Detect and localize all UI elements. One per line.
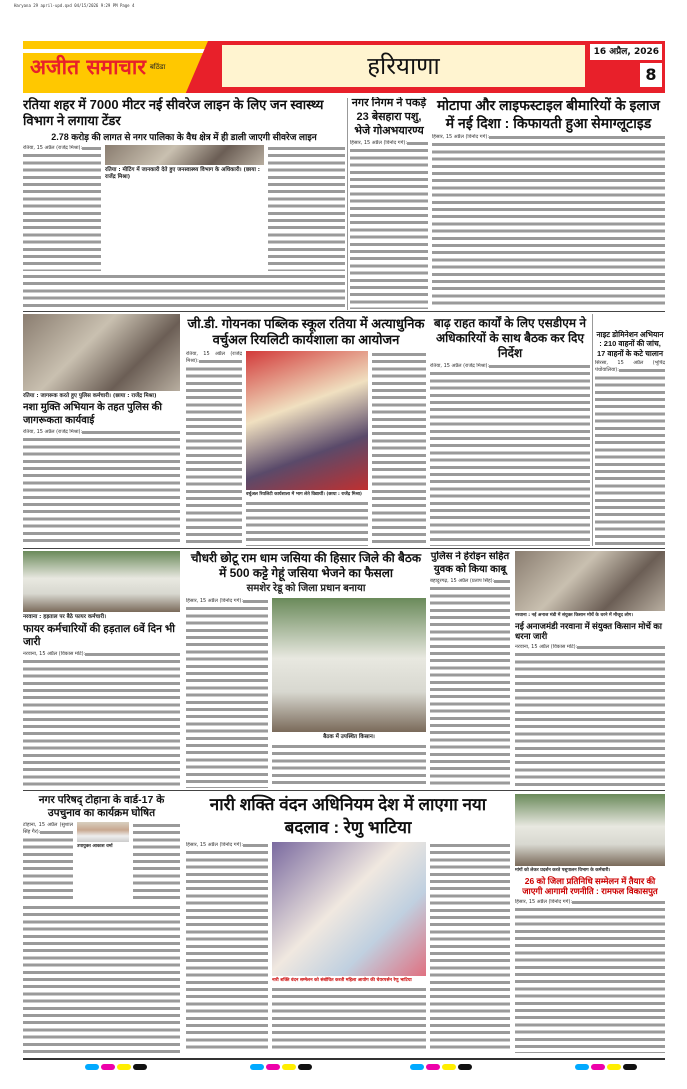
headline-ward-election: नगर परिषद् टोहाना के वार्ड-17 के उपचुनाव का कार्यक्रम घोषित bbox=[38, 794, 165, 820]
print-slug: Haryana 29 april-upd.qxd 04/15/2026 9:29 PM Page 4 bbox=[14, 3, 135, 8]
photo-meeting bbox=[105, 145, 264, 165]
story-vr-workshop bbox=[186, 316, 426, 546]
headline-stray-cattle: नगर निगम ने पकड़े 23 बेसहारा पशु, भेजे गोअभयारण्य bbox=[351, 97, 427, 137]
headline-nari-shakti: नारी शक्ति वंदन अधिनियम देश में लाएगा नया बदलाव : रेणु भाटिया bbox=[209, 795, 487, 837]
logo-area bbox=[30, 45, 200, 89]
article-body: टोहाना, 15 अप्रैल (सुशाल सिंह गैर): bbox=[23, 822, 73, 902]
story-sewerage bbox=[23, 97, 345, 309]
color-registration-mark bbox=[410, 1064, 472, 1070]
photo-official bbox=[77, 822, 129, 842]
headline-vr-workshop: जी.डी. गोयनका पब्लिक स्कूल रतिया में अत्याधुनिक वर्चुअल रियलिटी कार्यशाला का आयोजन bbox=[187, 316, 425, 348]
subhead-sewerage: 2.78 करोड़ की लागत से नगर पालिका के वैध क्षेत्र में ही डाली जाएगी सीवरेज लाइन bbox=[51, 131, 317, 142]
article-body: बहादुरगढ़, 15 अप्रैल (प्रताप सिंह): bbox=[430, 578, 510, 788]
article-body: नरवाना, 15 अप्रैल (विकास मोर्ट): bbox=[515, 644, 665, 788]
article-body: रतिया, 15 अप्रैल (राजेंद्र मिश्रा): bbox=[23, 145, 101, 271]
article-body bbox=[23, 273, 345, 309]
photo-caption: उपायुक्त आकाश वर्मा bbox=[77, 844, 113, 850]
photo-caption: मांगों को लेकर प्रदर्शन करते पशुपालन विभाग के कर्मचारी। bbox=[515, 868, 611, 873]
photo-caption: बैठक में उपस्थित किसान। bbox=[323, 734, 375, 741]
headline-sewerage: रतिया शहर में 7000 मीटर नई सीवरेज लाइन के लिए जन स्वास्थ्य विभाग ने लगाया टेंडर bbox=[23, 97, 324, 129]
article-body bbox=[133, 822, 180, 902]
story-semaglutide bbox=[432, 97, 665, 309]
photo-renu-bhatia bbox=[272, 842, 426, 976]
article-body: सिरसा, 15 अप्रैल (भूपिंद्र पंथोवालिया): bbox=[595, 360, 665, 546]
story-night-domination bbox=[595, 330, 665, 546]
headline-district-conference: 26 को जिला प्रतिनिधि सम्मेलन में तैयार की जाएगी आगामी रणनीति : रामफल विकासपुत bbox=[522, 875, 658, 897]
article-body: नरवाना, 15 अप्रैल (विकास मोर्ट): bbox=[23, 651, 180, 788]
photo-kisan-protest bbox=[515, 551, 665, 611]
article-body: हिसार, 15 अप्रैल (विनोद गर्ग): bbox=[186, 598, 268, 789]
photo-farmers-meeting bbox=[272, 598, 426, 733]
article-body bbox=[430, 842, 510, 1053]
article-body bbox=[272, 986, 426, 1053]
article-body bbox=[23, 904, 180, 1053]
article-body bbox=[268, 145, 345, 271]
photo-fire-strike bbox=[23, 551, 180, 612]
newspaper-logo: अजीत समाचार bbox=[30, 54, 146, 79]
article-body: रतिया, 15 अप्रैल (राजेंद्र मिश्रा): bbox=[186, 351, 242, 547]
story-kisan-dharna bbox=[515, 551, 665, 788]
photo-caption: वर्चुअल रियलिटी कार्यशाला में भाग लेते विद्यार्थी। (छाया : राजेंद्र मिश्रा) bbox=[246, 491, 362, 497]
story-stray-cattle bbox=[350, 97, 428, 309]
headline-kisan-dharna: नई अनाजमंडी नरवाना में संयुक्त किसान मोर्चे का धरना जारी bbox=[515, 620, 662, 642]
article-body: रतिया, 15 अप्रैल (राजेंद्र मिश्रा): bbox=[430, 363, 590, 546]
headline-heroin-arrest: पुलिस ने हेरोइन सहित युवक को किया काबू bbox=[430, 551, 510, 575]
article-body: रतिया, 15 अप्रैल (राजेंद्र मिश्रा): bbox=[23, 429, 180, 546]
photo-vet-staff-protest bbox=[515, 794, 665, 866]
headline-flood-relief: बाढ़ राहत कार्यों के लिए एसडीएम ने अधिकारियों के साथ बैठक कर दिए निर्देश bbox=[433, 316, 587, 360]
article-body bbox=[372, 351, 426, 547]
article-body: हिसार, 15 अप्रैल (विनोद गर्ग): bbox=[432, 134, 665, 309]
color-registration-mark bbox=[250, 1064, 312, 1070]
photo-caption: नरवाना : हड़ताल पर बैठे फायर कर्मचारी। bbox=[23, 614, 107, 620]
headline-jasiya-meeting: चौधरी छोटू राम धाम जसिया की हिसार जिले की बैठक में 500 कट्टे गेहूं जसिया भेजने का फैसला bbox=[190, 551, 422, 580]
story-ward-election bbox=[23, 794, 180, 1053]
headline-drug-awareness: नशा मुक्ति अभियान के तहत पुलिस की जागरूकता कार्यवाई bbox=[23, 402, 162, 426]
issue-date: 16 अप्रैल, 2026 bbox=[590, 44, 662, 60]
article-body bbox=[272, 743, 426, 788]
article-body: हिसार, 15 अप्रैल (विनोद गर्ग): bbox=[186, 842, 268, 1053]
photo-caption: रतिया : जागरूक करते हुए पुलिस कर्मचारी। (छाया : राजेंद्र मिश्रा) bbox=[23, 393, 157, 399]
story-flood-relief bbox=[430, 316, 590, 546]
story-nari-shakti bbox=[186, 794, 510, 1053]
page-number: 8 bbox=[640, 63, 662, 87]
photo-caption: नरवाना : नई अनाज मंडी में संयुक्त किसान मोर्चे के धरने में मौजूद लोग। bbox=[515, 613, 633, 618]
photo-vr-students bbox=[246, 351, 368, 490]
story-heroin-arrest bbox=[430, 551, 510, 788]
article-body bbox=[246, 500, 368, 546]
story-fire-strike bbox=[23, 551, 180, 788]
article-body: हिसार, 15 अप्रैल (विनोद गर्ग): bbox=[350, 140, 428, 309]
subhead-jasiya: समशेर रेडू को जिला प्रधान बनाया bbox=[246, 583, 366, 594]
article-body: हिसार, 15 अप्रैल (विनोद गर्ग): bbox=[515, 899, 665, 1053]
headline-fire-strike: फायर कर्मचारियों की हड़ताल 6वें दिन भी जारी bbox=[23, 623, 175, 649]
color-registration-mark bbox=[85, 1064, 147, 1070]
story-jasiya-meeting bbox=[186, 551, 426, 788]
edition-city: बठिंडा bbox=[149, 62, 166, 71]
headline-semaglutide: मोटापा और लाइफस्टाइल बीमारियों के इलाज में नई दिशा : किफायती हुआ सेमाग्लूटाइड bbox=[437, 97, 660, 131]
photo-caption: रतिया : मीटिंग में जानकारी देते हुए जनस्वास्थ्य विभाग के अधिकारी। (छाया : राजेंद्र मिश्रा) bbox=[105, 166, 261, 180]
color-registration-mark bbox=[575, 1064, 637, 1070]
story-district-conference bbox=[515, 794, 665, 1053]
section-title: हरियाणा bbox=[222, 45, 585, 87]
story-drug-awareness bbox=[23, 314, 180, 546]
headline-night-domination: नाइट डोमिनेशन अभियान : 210 वाहनों की जांच, 17 वाहनों के कटे चालान bbox=[596, 330, 664, 358]
photo-police bbox=[23, 314, 180, 391]
photo-caption: नारी शक्ति वंदन सम्मेलन को संबोधित करती महिला आयोग की चेयरपर्सन रेणु भाटिया bbox=[272, 978, 412, 984]
